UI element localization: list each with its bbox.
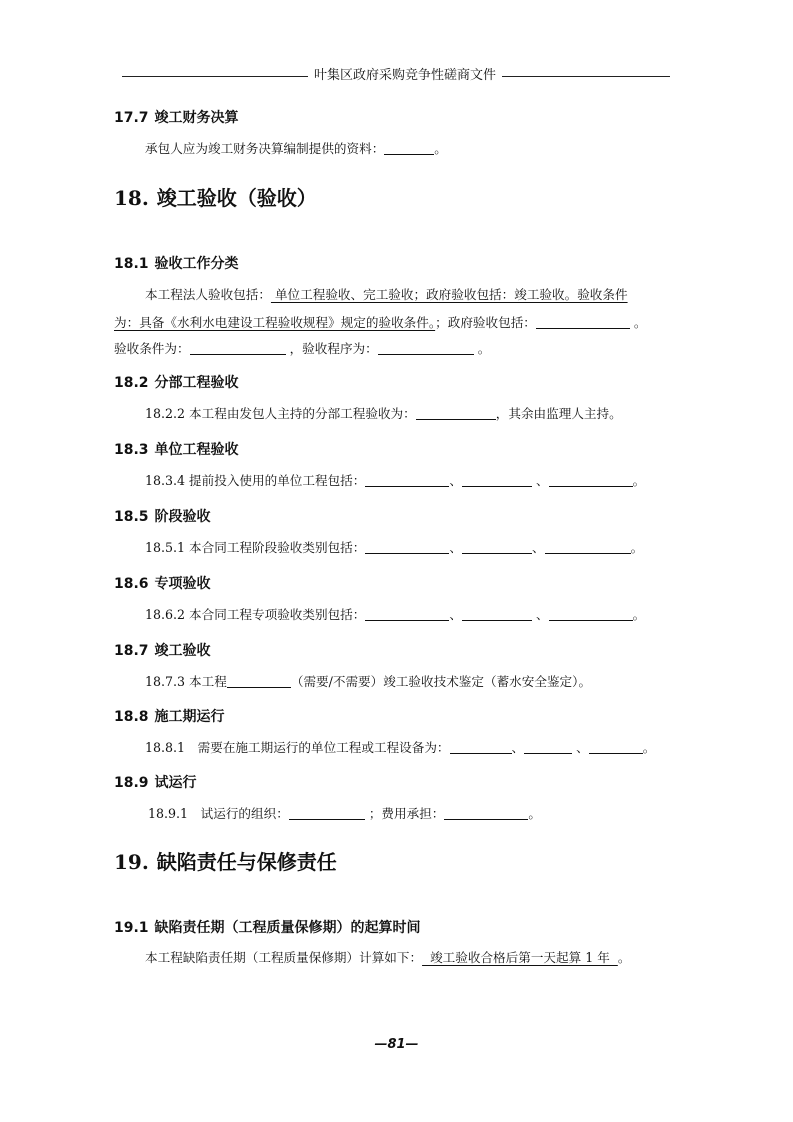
para-text: 、 <box>449 473 462 488</box>
heading-number: 19.1 <box>114 920 149 936</box>
header-rule-left <box>122 76 308 77</box>
heading-18-7 <box>114 641 211 661</box>
heading-19-1 <box>114 918 421 938</box>
fill-blank <box>450 739 512 754</box>
para-text: 18.2.2 本工程由发包人主持的分部工程验收为： <box>145 406 416 421</box>
fill-blank <box>524 739 572 754</box>
heading-18-2 <box>114 373 239 393</box>
heading-text: 竣工财务决算 <box>154 110 239 126</box>
para-17-7 <box>145 139 447 159</box>
para-text: 验收条件为： <box>114 341 190 356</box>
para-18-9 <box>148 804 541 824</box>
para-18-6 <box>145 605 645 625</box>
heading-text: 阶段验收 <box>154 509 211 525</box>
para-text: 。 <box>434 141 447 156</box>
heading-number: 18.1 <box>114 256 149 272</box>
para-text: 、 <box>511 740 525 755</box>
heading-text: 施工期运行 <box>154 709 225 725</box>
para-19-1 <box>145 948 630 968</box>
heading-18-3 <box>114 440 239 460</box>
para-text: 18.8.1 需要在施工期运行的单位工程或工程设备为： <box>145 740 450 755</box>
para-text: ，其余由监理人主持。 <box>495 406 622 421</box>
heading-number: 18.9 <box>114 775 149 791</box>
fill-blank <box>549 472 633 487</box>
para-text: 。 <box>642 740 656 755</box>
heading-19 <box>114 848 337 876</box>
para-text: 。 <box>632 607 646 622</box>
underlined-text: 竣工验收合格后第一天起算 1 年 <box>422 950 618 965</box>
para-18-1-line2 <box>114 313 647 333</box>
underlined-text: 为：具备《水利水电建设工程验收规程》规定的验收条件。 <box>114 315 436 330</box>
para-text: ，验收程序为： <box>285 341 378 356</box>
fill-blank <box>545 539 631 554</box>
fill-blank <box>462 606 532 621</box>
heading-text: 试运行 <box>154 775 197 791</box>
para-text: 、 <box>449 540 462 555</box>
heading-number: 18.7 <box>114 643 149 659</box>
heading-number: 18.5 <box>114 509 149 525</box>
para-text: 。 <box>630 540 644 555</box>
header-title: 叶集区政府采购竞争性磋商文件 <box>313 68 496 83</box>
para-18-3 <box>145 471 645 491</box>
fill-blank <box>289 805 365 820</box>
fill-blank <box>227 673 291 688</box>
heading-text: 竣工验收 <box>154 643 211 659</box>
para-text: 18.3.4 提前投入使用的单位工程包括： <box>145 473 366 488</box>
para-text: ；费用承担： <box>364 806 445 821</box>
para-text: 。 <box>629 315 647 330</box>
para-text: （需要/不需要）竣工验收技术鉴定（蓄水安全鉴定）。 <box>290 674 592 689</box>
heading-number: 17.7 <box>114 110 149 126</box>
para-text: 18.7.3 本工程 <box>145 674 227 689</box>
fill-blank <box>462 472 532 487</box>
heading-text: 专项验收 <box>154 576 211 592</box>
para-18-5 <box>145 538 643 558</box>
para-text: 本工程缺陷责任期（工程质量保修期）计算如下： <box>145 950 423 965</box>
heading-18-1 <box>114 254 239 274</box>
fill-blank <box>416 405 496 420</box>
para-18-1-line1 <box>145 285 628 305</box>
fill-blank <box>190 340 286 355</box>
heading-18-8 <box>114 707 225 727</box>
para-text: 、 <box>531 607 549 622</box>
heading-18-6 <box>114 574 211 594</box>
heading-text: 缺陷责任与保修责任 <box>156 850 337 874</box>
para-18-2 <box>145 404 622 424</box>
fill-blank <box>365 472 449 487</box>
para-text: 18.9.1 试运行的组织： <box>148 806 289 821</box>
heading-number: 18. <box>114 186 149 210</box>
para-text: 、 <box>531 540 545 555</box>
page-number: —81— <box>374 1037 419 1052</box>
heading-18 <box>114 184 317 212</box>
heading-text: 单位工程验收 <box>154 442 239 458</box>
heading-text: 竣工验收（验收） <box>156 186 317 210</box>
fill-blank <box>384 140 434 155</box>
fill-blank <box>536 314 630 329</box>
para-text: 。 <box>528 806 541 821</box>
heading-number: 18.6 <box>114 576 149 592</box>
para-text: 18.5.1 本合同工程阶段验收类别包括： <box>145 540 366 555</box>
fill-blank <box>365 539 449 554</box>
underlined-text: 单位工程验收、完工验收；政府验收包括：竣工验收。验收条件 <box>270 287 628 302</box>
fill-blank <box>444 805 528 820</box>
para-text: 。 <box>632 473 646 488</box>
heading-17-7 <box>114 108 239 128</box>
heading-number: 18.2 <box>114 375 149 391</box>
para-18-8 <box>145 738 655 758</box>
para-text: 、 <box>449 607 462 622</box>
para-text: 。 <box>473 341 491 356</box>
heading-text: 缺陷责任期（工程质量保修期）的起算时间 <box>154 920 421 936</box>
heading-number: 18.8 <box>114 709 149 725</box>
heading-18-9 <box>114 773 197 793</box>
fill-blank <box>378 340 474 355</box>
para-18-7 <box>145 672 591 692</box>
para-text: 承包人应为竣工财务决算编制提供的资料： <box>145 141 385 156</box>
para-text: 、 <box>572 740 589 755</box>
header-rule-right <box>502 76 670 77</box>
heading-number: 18.3 <box>114 442 149 458</box>
heading-18-5 <box>114 507 211 527</box>
page-header <box>122 66 670 86</box>
para-text: 。 <box>617 950 631 965</box>
para-18-1-line3 <box>114 339 490 359</box>
para-text: 、 <box>531 473 549 488</box>
heading-number: 19. <box>114 850 149 874</box>
para-text: 本工程法人验收包括： <box>145 287 271 302</box>
fill-blank <box>589 739 643 754</box>
fill-blank <box>365 606 449 621</box>
fill-blank <box>462 539 532 554</box>
heading-text: 验收工作分类 <box>154 256 239 272</box>
para-text: 18.6.2 本合同工程专项验收类别包括： <box>145 607 366 622</box>
fill-blank <box>549 606 633 621</box>
para-text: ；政府验收包括： <box>435 315 536 330</box>
heading-text: 分部工程验收 <box>154 375 239 391</box>
